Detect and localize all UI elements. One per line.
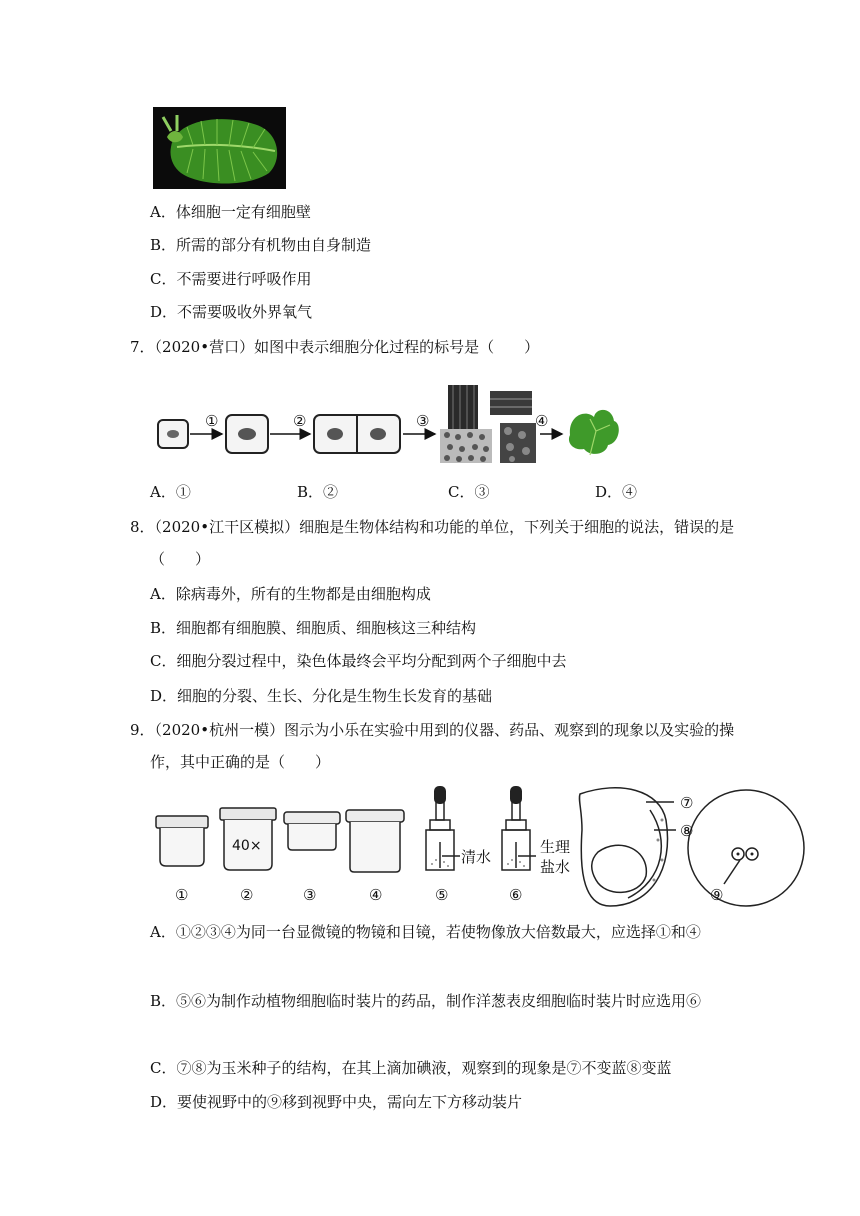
q6-option-d: D．不需要吸收外界氧气 — [150, 303, 313, 321]
q8-option-c: C．细胞分裂过程中，染色体最终会平均分配到两个子细胞中去 — [150, 652, 567, 670]
figure-label-1: ① — [205, 412, 219, 430]
figure-number-6: ⑥ — [509, 886, 523, 904]
q7-option-d: D．④ — [595, 483, 638, 501]
q9-stem-line2: 作，其中正确的是（ ） — [150, 753, 331, 771]
q8-option-b: B．细胞都有细胞膜、细胞质、细胞核这三种结构 — [150, 619, 477, 637]
figure-number-2: ② — [240, 886, 254, 904]
figure-number-5: ⑤ — [435, 886, 449, 904]
q6-option-c: C．不需要进行呼吸作用 — [150, 270, 312, 288]
water-label: 清水 — [461, 848, 492, 866]
q6-option-b: B．所需的部分有机物由自身制造 — [150, 236, 372, 254]
figure-number-9: ⑨ — [710, 886, 724, 904]
q8-stem-line1: 8．（2020•江干区模拟）细胞是生物体结构和功能的单位，下列关于细胞的说法，错误的是 — [130, 518, 735, 536]
saline-label-1: 生理 — [540, 838, 571, 856]
figure-number-7: ⑦ — [680, 794, 694, 812]
q8-option-d: D．细胞的分裂、生长、分化是生物生长发育的基础 — [150, 687, 493, 705]
q7-stem: 7．（2020•营口）如图中表示细胞分化过程的标号是（ ） — [130, 338, 540, 356]
lens-40x-label: 40× — [232, 838, 262, 854]
q7-option-b: B．② — [297, 483, 339, 501]
q7-option-a: A．① — [150, 483, 191, 501]
q8-stem-line2: （ ） — [150, 550, 211, 568]
q9-option-a: A．①②③④为同一台显微镜的物镜和目镜，若使物像放大倍数最大，应选择①和④ — [150, 923, 701, 941]
figure-number-8: ⑧ — [680, 822, 694, 840]
saline-label-2: 盐水 — [540, 858, 571, 876]
q7-option-c: C．③ — [448, 483, 490, 501]
figure-number-4: ④ — [369, 886, 383, 904]
figure-label-2: ② — [293, 412, 307, 430]
sea-slug-photo — [153, 107, 286, 189]
figure-label-3: ③ — [416, 412, 430, 430]
figure-label-4: ④ — [535, 412, 549, 430]
q9-option-b: B．⑤⑥为制作动植物细胞临时装片的药品，制作洋葱表皮细胞临时装片时应选用⑥ — [150, 992, 702, 1010]
q9-stem-line1: 9．（2020•杭州一模）图示为小乐在实验中用到的仪器、药品、观察到的现象以及实验的操 — [130, 721, 735, 739]
q6-option-a: A．体细胞一定有细胞壁 — [150, 203, 311, 221]
q9-option-d: D．要使视野中的⑨移到视野中央，需向左下方移动装片 — [150, 1093, 523, 1111]
q8-option-a: A．除病毒外，所有的生物都是由细胞构成 — [150, 585, 431, 603]
figure-number-1: ① — [175, 886, 189, 904]
q9-option-c: C．⑦⑧为玉米种子的结构，在其上滴加碘液，观察到的现象是⑦不变蓝⑧变蓝 — [150, 1059, 672, 1077]
cell-differentiation-figure — [150, 385, 620, 465]
figure-number-3: ③ — [303, 886, 317, 904]
